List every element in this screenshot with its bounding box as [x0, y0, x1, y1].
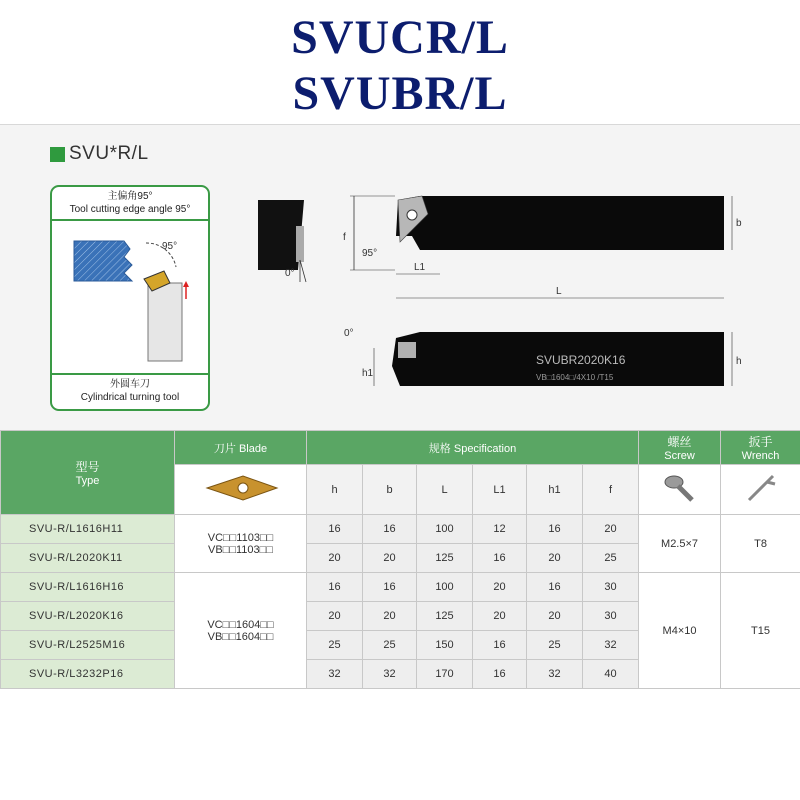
value-L: 100 — [417, 573, 473, 602]
value-h: 20 — [307, 544, 363, 573]
f-label: f — [343, 232, 346, 243]
type-cell: SVU-R/L2020K16 — [1, 602, 175, 631]
holder-top-view — [396, 196, 724, 250]
green-square-icon — [50, 147, 65, 162]
blade-code-cell: VC□□1103□□ VB□□1103□□ — [175, 515, 307, 573]
value-h: 16 — [307, 573, 363, 602]
value-h1: 20 — [527, 544, 583, 573]
value-L1: 16 — [473, 544, 527, 573]
h1-label: h1 — [362, 368, 374, 379]
screw-header: 螺丝 Screw — [639, 431, 721, 465]
col-h1: h1 — [527, 465, 583, 515]
value-L: 100 — [417, 515, 473, 544]
screw-spec-cell: M2.5×7 — [639, 515, 721, 573]
col-h: h — [307, 465, 363, 515]
value-b: 32 — [363, 660, 417, 689]
col-L: L — [417, 465, 473, 515]
technical-drawing — [0, 170, 800, 430]
value-h1: 25 — [527, 631, 583, 660]
value-L: 170 — [417, 660, 473, 689]
spec-header: 规格 Specification — [307, 431, 639, 465]
value-L1: 20 — [473, 602, 527, 631]
screw-icon — [660, 470, 700, 506]
value-h1: 32 — [527, 660, 583, 689]
value-b: 25 — [363, 631, 417, 660]
value-L1: 16 — [473, 660, 527, 689]
product-title-line-2: SVUBR/L — [292, 67, 508, 120]
wrench-spec-cell: T8 — [721, 515, 800, 573]
blade-header: 刀片 Blade — [175, 431, 307, 465]
wrench-spec-cell: T15 — [721, 573, 800, 689]
angle-label: 95° — [162, 241, 178, 252]
gold-insert-icon — [201, 470, 281, 506]
card-footer-en: Cylindrical turning tool — [80, 392, 180, 403]
value-L: 125 — [417, 602, 473, 631]
tool-marking: SVUBR2020K16 — [536, 353, 626, 367]
l-label: L — [556, 286, 562, 297]
value-h: 20 — [307, 602, 363, 631]
value-f: 32 — [583, 631, 639, 660]
value-f: 30 — [583, 573, 639, 602]
value-f: 30 — [583, 602, 639, 631]
type-cell: SVU-R/L1616H16 — [1, 573, 175, 602]
side-angle-label: 0° — [344, 328, 354, 339]
value-f: 25 — [583, 544, 639, 573]
section-title: SVU*R/L — [69, 143, 149, 164]
value-h1: 16 — [527, 515, 583, 544]
insert-image-cell — [175, 465, 307, 515]
value-L1: 20 — [473, 573, 527, 602]
value-f: 20 — [583, 515, 639, 544]
col-f: f — [583, 465, 639, 515]
wrench-icon — [741, 470, 781, 506]
blade-code-cell: VC□□1604□□ VB□□1604□□ — [175, 573, 307, 689]
type-cell: SVU-R/L1616H11 — [1, 515, 175, 544]
card-footer-cn: 外圆车刀 — [110, 379, 150, 390]
spec-table — [0, 430, 800, 689]
value-L: 125 — [417, 544, 473, 573]
card-header-en: Tool cutting edge angle 95° — [69, 204, 191, 215]
screw-image-cell — [639, 465, 721, 515]
value-b: 20 — [363, 544, 417, 573]
value-b: 16 — [363, 573, 417, 602]
top-angle-label: 95° — [362, 248, 378, 259]
col-L1: L1 — [473, 465, 527, 515]
value-L1: 16 — [473, 631, 527, 660]
value-b: 20 — [363, 602, 417, 631]
h-label: h — [736, 356, 742, 367]
section-heading — [50, 143, 149, 165]
type-cell: SVU-R/L3232P16 — [1, 660, 175, 689]
wrench-image-cell — [721, 465, 800, 515]
type-header: 型号 Type — [1, 431, 175, 515]
value-h1: 16 — [527, 573, 583, 602]
value-h: 16 — [307, 515, 363, 544]
b-label: b — [736, 218, 742, 229]
value-L1: 12 — [473, 515, 527, 544]
value-h: 25 — [307, 631, 363, 660]
product-title-line-1: SVUCR/L — [291, 11, 509, 64]
value-f: 40 — [583, 660, 639, 689]
l1-label: L1 — [414, 262, 426, 273]
wrench-header: 扳手 Wrench — [721, 431, 800, 465]
tool-marking-small: VB□1604□/4X10 /T15 — [536, 373, 614, 382]
type-cell: SVU-R/L2020K11 — [1, 544, 175, 573]
card-header-cn: 主偏角95° — [107, 191, 153, 202]
col-b: b — [363, 465, 417, 515]
value-b: 16 — [363, 515, 417, 544]
value-h1: 20 — [527, 602, 583, 631]
value-L: 150 — [417, 631, 473, 660]
type-cell: SVU-R/L2525M16 — [1, 631, 175, 660]
screw-spec-cell: M4×10 — [639, 573, 721, 689]
value-h: 32 — [307, 660, 363, 689]
insert-angle-label: 0° — [285, 268, 295, 279]
